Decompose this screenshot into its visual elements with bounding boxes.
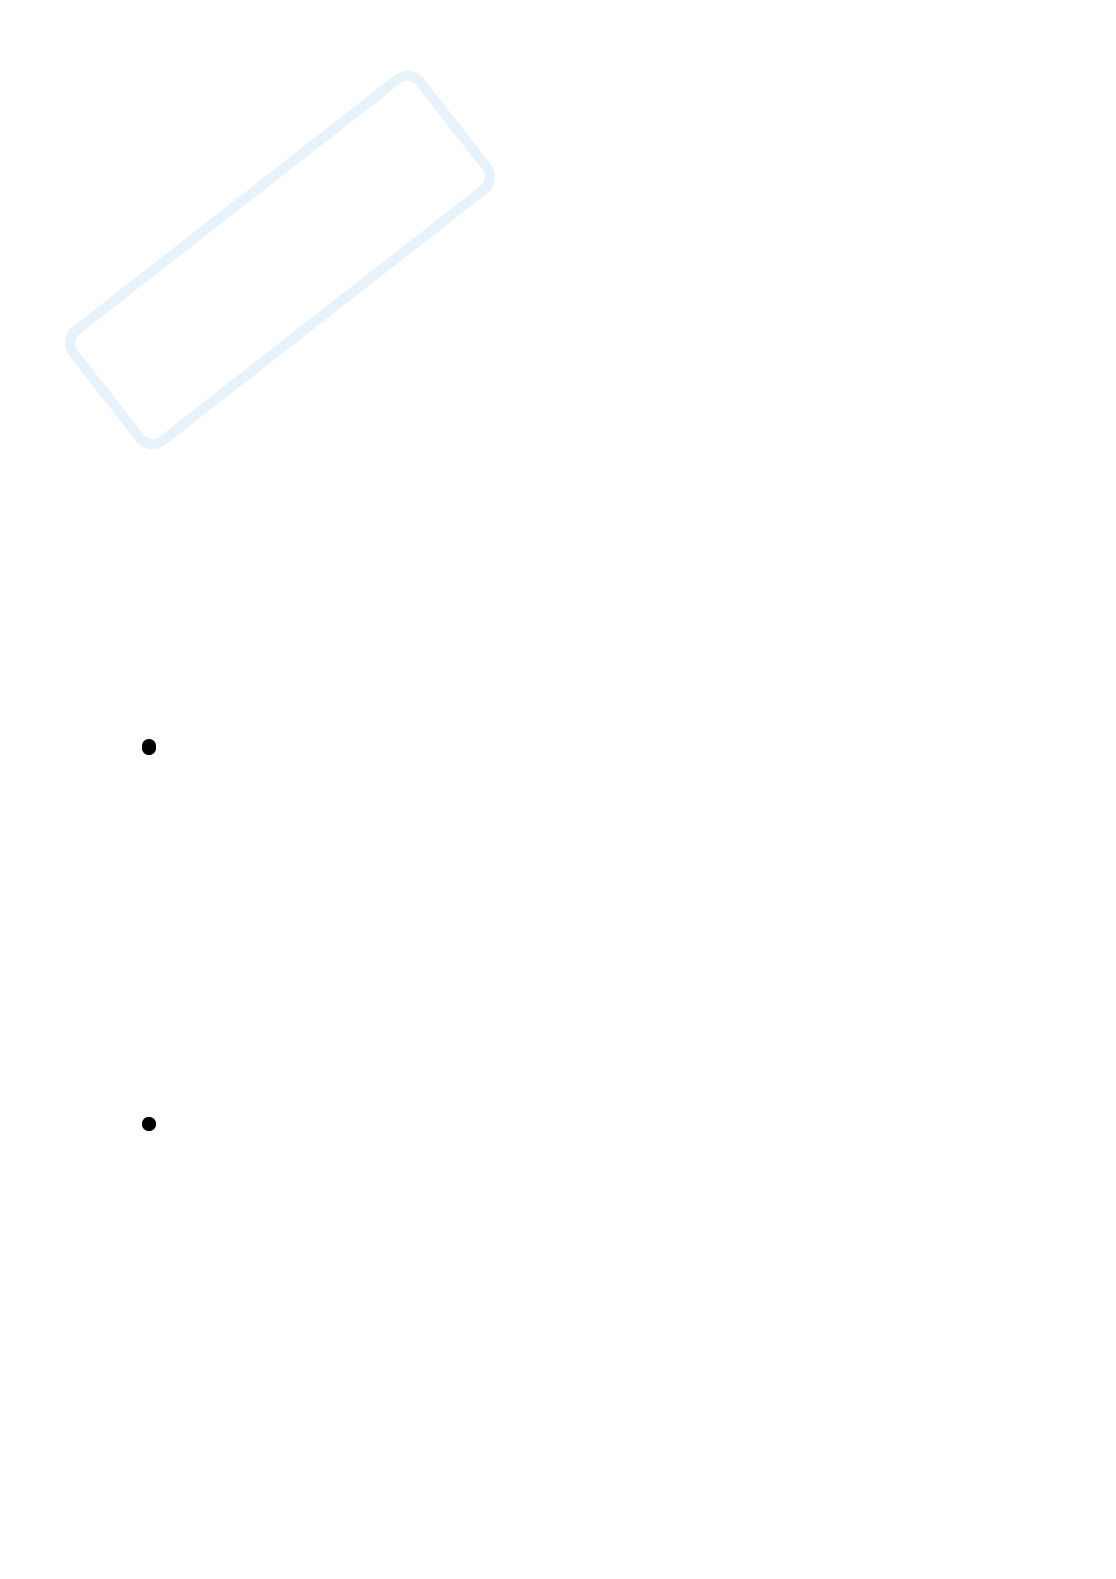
mixing-state-figure (640, 140, 1005, 258)
mixing-mechanisms-figure (636, 730, 1006, 1102)
bullet-icon (142, 1117, 156, 1131)
characteristics-section (106, 1105, 1006, 1107)
mechanisms-list (106, 729, 616, 731)
watermark-logo (20, 40, 540, 480)
bullet-icon (142, 741, 156, 755)
